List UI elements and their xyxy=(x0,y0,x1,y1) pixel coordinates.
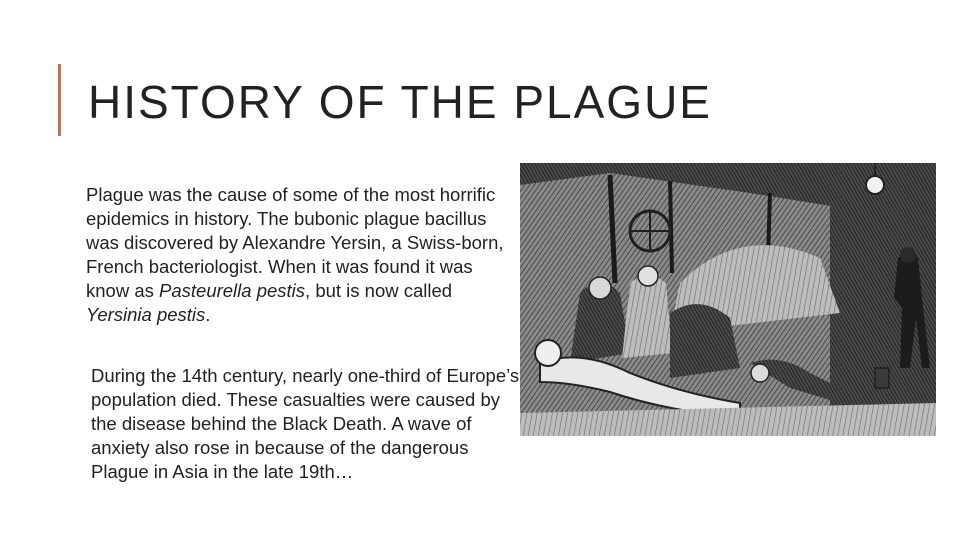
paragraph-yersin-text-2: , but is now called xyxy=(305,280,453,301)
title-accent-bar xyxy=(58,64,61,136)
yersinia-pestis-term: Yersinia pestis xyxy=(86,304,206,325)
paragraph-yersin-text-3: . xyxy=(205,304,211,325)
paragraph-black-death: During the 14th century, nearly one-third of Europe’s population died. These casualties were caused by the disease behind the Black Death. A wave of anxiety also rose in because of the dangerous Plague in Asia in the late 19th… xyxy=(91,365,520,482)
pasteurella-pestis-term: Pasteurella pestis xyxy=(159,280,306,301)
plague-engraving-image xyxy=(520,163,936,436)
plague-engraving-icon xyxy=(520,163,936,436)
slide-title: HISTORY OF THE PLAGUE xyxy=(88,76,712,128)
paragraph-yersin-text-1: Plague was the cause of some of the most horrific epidemics in history. The bubonic plague bacillus was discovered by Alexandre Yersin, a Swiss-born, French bacteriologist. When it was found it was know as xyxy=(86,184,504,301)
paragraph-yersin xyxy=(86,183,516,327)
